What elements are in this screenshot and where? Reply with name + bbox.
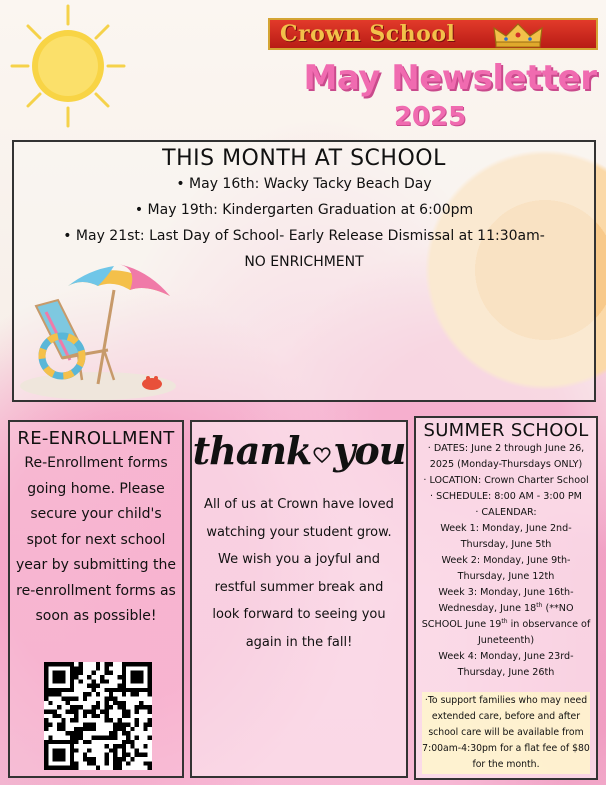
heart-icon	[313, 447, 331, 463]
summer-school-details	[416, 441, 596, 681]
reenrollment-body: Re-Enrollment forms going home. Please secure your child's spot for next school year by submitting the re-enrollment forms as soon as possible!	[16, 455, 176, 624]
this-month-title: THIS MONTH AT SCHOOL	[162, 146, 446, 171]
school-name: Crown School	[280, 21, 456, 47]
list-item: Week 1: Monday, June 2nd- Thursday, June 5th	[440, 523, 572, 550]
list-item	[420, 585, 592, 649]
list-item: Week 2: Monday, June 9th- Thursday, June 12th	[441, 555, 571, 582]
week3-prefix: Week 3: Monday, June 16th- Wednesday, June 18	[438, 587, 574, 614]
list-item: Week 4: Monday, June 23rd- Thursday, June 26th	[438, 651, 574, 678]
newsletter-year: 2025	[393, 102, 467, 132]
thank-you-title-left: thank	[192, 428, 312, 473]
list-item: • May 21st: Last Day of School- Early Release Dismissal at 11:30am-	[63, 228, 545, 244]
reenrollment-section	[8, 420, 184, 778]
list-item: • May 19th: Kindergarten Graduation at 6:00pm	[134, 202, 474, 218]
crown-icon	[490, 22, 546, 48]
qr-code[interactable]	[44, 662, 152, 770]
list-item: • May 16th: Wacky Tacky Beach Day	[176, 176, 432, 192]
week3-sup2: th	[501, 617, 508, 625]
newsletter-title: May Newsletter	[303, 58, 597, 98]
list-item: · SCHEDULE: 8:00 AM - 3:00 PM	[430, 491, 582, 502]
list-item: · DATES: June 2 through June 26, 2025 (Monday-Thursdays ONLY)	[427, 443, 585, 470]
extended-care-note: ·To support families who may need extended care, before and after school care will be available from 7:00am-4:30pm for a flat fee of $80 for the month.	[422, 692, 590, 774]
week3-mid: (**NO SCHOOL June 19	[421, 603, 574, 630]
thank-you-body: All of us at Crown have loved watching your student grow. We wish you a joyful and restful summer break and look forward to seeing you again in the fall!	[204, 497, 394, 650]
sun-icon	[10, 2, 126, 130]
week3-suffix: in observance of Juneteenth)	[477, 619, 591, 646]
school-banner	[268, 18, 598, 50]
list-item: · CALENDAR:	[475, 507, 537, 518]
thank-you-section	[190, 420, 408, 778]
summer-school-title: SUMMER SCHOOL	[423, 420, 589, 441]
thank-you-title	[192, 428, 406, 473]
summer-school-section	[414, 416, 598, 780]
this-month-section	[12, 140, 596, 402]
thank-you-title-right: you	[333, 428, 406, 473]
reenrollment-title: RE-ENROLLMENT	[17, 428, 175, 449]
list-item: NO ENRICHMENT	[244, 254, 364, 270]
week3-sup: th	[536, 601, 543, 609]
beach-umbrella-illustration	[18, 256, 178, 402]
list-item: · LOCATION: Crown Charter School	[423, 475, 589, 486]
